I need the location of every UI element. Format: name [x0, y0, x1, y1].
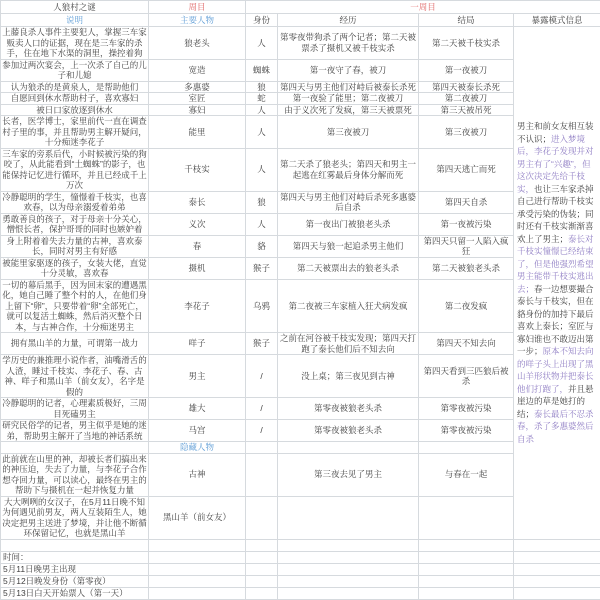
identity-cell[interactable]: 人 — [246, 104, 278, 116]
identity-cell[interactable] — [246, 453, 278, 496]
description-cell[interactable]: 认为狼杀的是黄泉人，是帮助他们 — [1, 81, 149, 93]
name-cell[interactable]: 义次 — [149, 213, 246, 235]
table-row — [1, 398, 600, 420]
description-cell[interactable] — [1, 442, 149, 454]
empty-cell[interactable] — [246, 539, 278, 551]
table-row — [1, 333, 600, 355]
empty-cell[interactable] — [149, 539, 246, 551]
experience-cell[interactable]: 第二夜被三车家植入狂犬病发疯 — [278, 279, 419, 333]
annotation-segment: 男主和前女友相互装不认识； — [517, 121, 594, 144]
sheet-title[interactable]: 人狼村之谜 — [1, 1, 149, 14]
outcome-cell[interactable]: 第二天被千枝实杀 — [419, 27, 514, 60]
table-row — [1, 81, 600, 93]
description-cell[interactable]: 一切的幕后黑手，因为回末家的遭遇黑化，她自己睡了整个村的人，在他们身上留下“卵”，只要带着“卵”全部死亡，就可以复活土蜘蛛，然后消灭整个日本，与古神合作，十分痴迷男主 — [1, 279, 149, 333]
outcome-cell[interactable]: 第二天被狼老头杀 — [419, 257, 514, 279]
empty-cell[interactable] — [514, 587, 600, 599]
name-cell[interactable]: 能里 — [149, 116, 246, 149]
description-cell[interactable]: 自愿回到休水帮助村子，喜欢寡妇 — [1, 93, 149, 105]
identity-cell[interactable] — [246, 496, 278, 539]
identity-cell[interactable]: / — [246, 420, 278, 442]
empty-cell[interactable] — [149, 551, 246, 563]
outcome-cell[interactable]: 第四天自杀 — [419, 191, 514, 213]
name-cell[interactable]: 男主 — [149, 355, 246, 398]
timeline-cell[interactable]: 5月12日晚发身份（第零夜） — [1, 575, 149, 587]
identity-cell[interactable]: / — [246, 355, 278, 398]
name-cell[interactable]: 多惠婆 — [149, 81, 246, 93]
empty-cell[interactable] — [149, 575, 246, 587]
timeline-row — [1, 587, 600, 599]
name-cell[interactable]: 李花子 — [149, 279, 246, 333]
table-row — [1, 116, 600, 149]
description-cell[interactable]: 长者，医学博士，家里前代一直在调查村子里的事，并且帮助男主解开疑问，十分痴迷李花子 — [1, 116, 149, 149]
empty-cell[interactable] — [149, 563, 246, 575]
name-cell[interactable]: 黑山羊（前女友） — [149, 496, 246, 539]
annotation-segment: 进入梦境后，李花子发现并对男主有了“兴趣”，但这次决定先给千枝实， — [517, 134, 594, 194]
identity-cell[interactable]: 狼 — [246, 191, 278, 213]
empty-cell[interactable] — [246, 551, 278, 563]
description-cell[interactable]: 冷静聪明的学生，憧憬着千枝实，也喜欢春，以为母亲溺爱着弟弟 — [1, 191, 149, 213]
description-cell[interactable]: 勇敢善良的孩子，对于母亲十分关心，憎恨长者，保护哥哥的同时也嫉妒着 — [1, 213, 149, 235]
description-cell[interactable]: 此前就在山里的神，却被长者们搞出来的神压迫，失去了力量，与李花子合作想夺回力量，可以读心，最终在男主的帮助下与摄机在一起并恢复力量 — [1, 453, 149, 496]
identity-cell[interactable]: / — [246, 398, 278, 420]
description-cell[interactable]: 学历史的兼推理小说作者，油嘴滑舌的人渣，睡过千枝实、李花子、春、古神、咩子和黑山羊（前女友），名字是假的 — [1, 355, 149, 398]
timeline-row — [1, 551, 600, 563]
experience-cell[interactable]: 没上桌；第三夜见到古神 — [278, 355, 419, 398]
timeline-rows — [1, 539, 600, 599]
empty-cell[interactable] — [514, 551, 600, 563]
identity-cell[interactable]: 人 — [246, 148, 278, 191]
exposure-mode-info-cell[interactable] — [514, 27, 600, 540]
table-row — [1, 355, 600, 398]
experience-cell[interactable]: 之前在河谷被千枝实发现；第四天打跑了泰长他们后不知去向 — [278, 333, 419, 355]
description-cell[interactable]: 冷静聪明的记者，心理素质极好，三周目死磕男主 — [1, 398, 149, 420]
description-cell[interactable]: 被日口家放逐到休水 — [1, 104, 149, 116]
description-cell[interactable]: 上藤良杀人事件主要犯人，掌握三车家贩卖人口的证据，现在是三车家的杀手，住在地下水渠的洞里，操控着狗 — [1, 27, 149, 60]
timeline-row — [1, 563, 600, 575]
empty-cell[interactable] — [278, 551, 419, 563]
annotation-segment: 原本不知去向的咩子头上出现了黑山羊形状物并把泰长他们打跑了， — [517, 346, 594, 394]
empty-cell[interactable] — [149, 587, 246, 599]
outcome-cell[interactable]: 第三夜被刀 — [419, 116, 514, 149]
name-cell[interactable]: 宽造 — [149, 59, 246, 81]
experience-cell[interactable]: 第零夜带狗杀了两个记者；第二天被票杀了摄机又被千枝实杀 — [278, 27, 419, 60]
empty-cell[interactable] — [278, 563, 419, 575]
identity-cell[interactable]: 人 — [246, 116, 278, 149]
outcome-cell[interactable]: 第四天看到三匹狼后被杀 — [419, 355, 514, 398]
description-cell[interactable]: 参加过两次宴会，上一次杀了自己的儿子和儿媳 — [1, 59, 149, 81]
empty-cell[interactable] — [514, 539, 600, 551]
experience-cell[interactable]: 第零夜被狼老头杀 — [278, 398, 419, 420]
outcome-cell[interactable]: 第四天逃亡而死 — [419, 148, 514, 191]
table-row — [1, 279, 600, 333]
outcome-cell[interactable]: 第四天只留一人陷入疯狂 — [419, 235, 514, 257]
outcome-cell[interactable]: 第一夜被污染 — [419, 213, 514, 235]
name-cell[interactable]: 马宫 — [149, 420, 246, 442]
identity-cell[interactable]: 蛇 — [246, 93, 278, 105]
outcome-cell[interactable]: 第零夜被污染 — [419, 398, 514, 420]
experience-cell[interactable]: 第三夜去见了男主 — [278, 453, 419, 496]
annotation-segment: 泰长最后不忍杀春，杀了多惠婆然后自杀 — [517, 409, 594, 444]
outcome-cell[interactable]: 第一夜被刀 — [419, 59, 514, 81]
empty-cell[interactable] — [1, 539, 149, 551]
table-row — [1, 496, 600, 539]
section-row-hidden-characters — [1, 442, 600, 454]
name-cell[interactable]: 寡妇 — [149, 104, 246, 116]
description-cell[interactable]: 拥有黑山羊的力量，可谓第一战力 — [1, 333, 149, 355]
identity-cell[interactable]: 人 — [246, 27, 278, 60]
annotation-segment: 也让三车家杀掉自己进行帮助千枝实承受污染的伪装；同时还有千枝实渐渐喜欢上了男主； — [517, 184, 594, 244]
empty-cell[interactable] — [419, 575, 514, 587]
table-row — [1, 27, 600, 60]
table-row — [1, 104, 600, 116]
empty-cell[interactable] — [514, 575, 600, 587]
col-header-exposure-info[interactable]: 暴露模式信息 — [514, 14, 600, 27]
experience-cell[interactable]: 第二天被票出去的狼老头杀 — [278, 257, 419, 279]
annotation-segment: 并且悬崖边的草是她打的结； — [517, 384, 594, 419]
experience-cell[interactable]: 第零夜被狼老头杀 — [278, 420, 419, 442]
name-cell[interactable]: 泰长 — [149, 191, 246, 213]
experience-cell[interactable]: 第一夜守了春，被刀 — [278, 59, 419, 81]
outcome-cell[interactable] — [419, 442, 514, 454]
table-row — [1, 148, 600, 191]
name-cell[interactable]: 春 — [149, 235, 246, 257]
experience-cell[interactable]: 第四天与狼一起追杀男主他们 — [278, 235, 419, 257]
outcome-cell[interactable] — [419, 496, 514, 539]
col-header-experience[interactable]: 经历 — [278, 14, 419, 27]
timeline-cell[interactable]: 5月13日白天开始票人（第一天） — [1, 587, 149, 599]
experience-cell[interactable] — [278, 442, 419, 454]
timeline-cell[interactable]: 5月11日晚男主出现 — [1, 563, 149, 575]
column-header-row — [1, 14, 600, 27]
outcome-cell[interactable]: 第二夜被刀 — [419, 93, 514, 105]
experience-cell[interactable]: 第一夜验了能里；第二夜被刀 — [278, 93, 419, 105]
identity-cell[interactable]: 乌鸦 — [246, 279, 278, 333]
col-header-description[interactable]: 说明 — [1, 14, 149, 27]
empty-cell[interactable] — [246, 575, 278, 587]
identity-cell[interactable]: 猴子 — [246, 333, 278, 355]
table-row — [1, 420, 600, 442]
outcome-cell[interactable]: 第三天被吊死 — [419, 104, 514, 116]
name-cell[interactable]: 隐藏人物 — [149, 442, 246, 454]
table-row — [1, 235, 600, 257]
table-row — [1, 59, 600, 81]
outcome-cell[interactable]: 第四天被泰长杀死 — [419, 81, 514, 93]
empty-cell[interactable] — [419, 539, 514, 551]
empty-cell[interactable] — [419, 551, 514, 563]
empty-cell[interactable] — [514, 563, 600, 575]
experience-cell[interactable]: 第一夜出门被狼老头杀 — [278, 213, 419, 235]
outcome-cell[interactable]: 第四天不知去向 — [419, 333, 514, 355]
experience-cell[interactable]: 由于义次死了发疯，第三天被票死 — [278, 104, 419, 116]
description-cell[interactable]: 被能里家驱逐的孩子，女装大佬，直觉十分灵敏，喜欢春 — [1, 257, 149, 279]
empty-cell[interactable] — [419, 587, 514, 599]
description-cell[interactable]: 研究民俗学的记者，男主似乎是她的迷弟，帮助男主解开了当地的神话系统 — [1, 420, 149, 442]
identity-cell[interactable] — [246, 442, 278, 454]
experience-cell[interactable] — [278, 496, 419, 539]
experience-cell[interactable]: 第三夜被刀 — [278, 116, 419, 149]
outcome-cell[interactable]: 第零夜被污染 — [419, 420, 514, 442]
col-header-outcome[interactable]: 结局 — [419, 14, 514, 27]
name-cell[interactable]: 摄机 — [149, 257, 246, 279]
experience-cell[interactable]: 第四天与男主他们对峙后杀死多惠婆后自杀 — [278, 191, 419, 213]
table-row — [1, 191, 600, 213]
table-row — [1, 93, 600, 105]
empty-cell[interactable] — [278, 575, 419, 587]
experience-cell[interactable]: 第二天杀了狼老头；第四天和男主一起逃在红雾最后身体分解而死 — [278, 148, 419, 191]
col-header-main-characters[interactable]: 主要人物 — [149, 14, 246, 27]
description-cell[interactable]: 身上附着着失去力量的古神，喜欢泰长，同时对男主有好感 — [1, 235, 149, 257]
empty-cell[interactable] — [278, 539, 419, 551]
annotation-segment: 春一边想要撮合泰长与千枝实，但在貉身份的加持下最后喜欢上泰长；室匠与寡妇谁也不敢迈出第一步； — [517, 284, 594, 357]
empty-cell[interactable] — [246, 563, 278, 575]
name-cell[interactable]: 狼老头 — [149, 27, 246, 60]
outcome-cell[interactable]: 与春在一起 — [419, 453, 514, 496]
name-cell[interactable]: 咩子 — [149, 333, 246, 355]
table-row — [1, 213, 600, 235]
col-header-identity[interactable]: 身份 — [246, 14, 278, 27]
description-cell[interactable]: 大大咧咧的女汉子，在5月11日晚不知为何遇见前男友，两人互装陌生人，她决定把男主送进了梦境，并让他不断循环保留记忆，也就是黑山羊 — [1, 496, 149, 539]
table-row — [1, 257, 600, 279]
identity-cell[interactable]: 猴子 — [246, 257, 278, 279]
identity-cell[interactable]: 人 — [246, 213, 278, 235]
title-row — [1, 1, 600, 14]
annotation-segment: 泰长对千枝实憧憬已经结束了，但是他强烈希望男主能带千枝实逃出去； — [517, 234, 594, 294]
name-cell[interactable]: 古神 — [149, 453, 246, 496]
character-rows — [1, 27, 600, 540]
empty-cell[interactable] — [278, 587, 419, 599]
round-value-cell[interactable]: 一周目 — [246, 1, 600, 14]
name-cell[interactable]: 室匠 — [149, 93, 246, 105]
timeline-cell[interactable]: 时间： — [1, 551, 149, 563]
timeline-row — [1, 575, 600, 587]
identity-cell[interactable]: 貉 — [246, 235, 278, 257]
name-cell[interactable]: 雄大 — [149, 398, 246, 420]
identity-cell[interactable]: 狼 — [246, 81, 278, 93]
outcome-cell[interactable]: 第二夜发疯 — [419, 279, 514, 333]
round-label-cell[interactable]: 周目 — [149, 1, 246, 14]
description-cell[interactable]: 三车家的旁系后代，小时候被污染的狗咬了，从此能看到“土蜘蛛”的影子，也能保持记忆进行循环，并且已经成千上万次 — [1, 148, 149, 191]
empty-cell[interactable] — [246, 587, 278, 599]
table-row — [1, 453, 600, 496]
experience-cell[interactable]: 第四天与男主他们对峙后被泰长杀死 — [278, 81, 419, 93]
empty-row — [1, 539, 600, 551]
identity-cell[interactable]: 蜘蛛 — [246, 59, 278, 81]
empty-cell[interactable] — [419, 563, 514, 575]
name-cell[interactable]: 千枝实 — [149, 148, 246, 191]
